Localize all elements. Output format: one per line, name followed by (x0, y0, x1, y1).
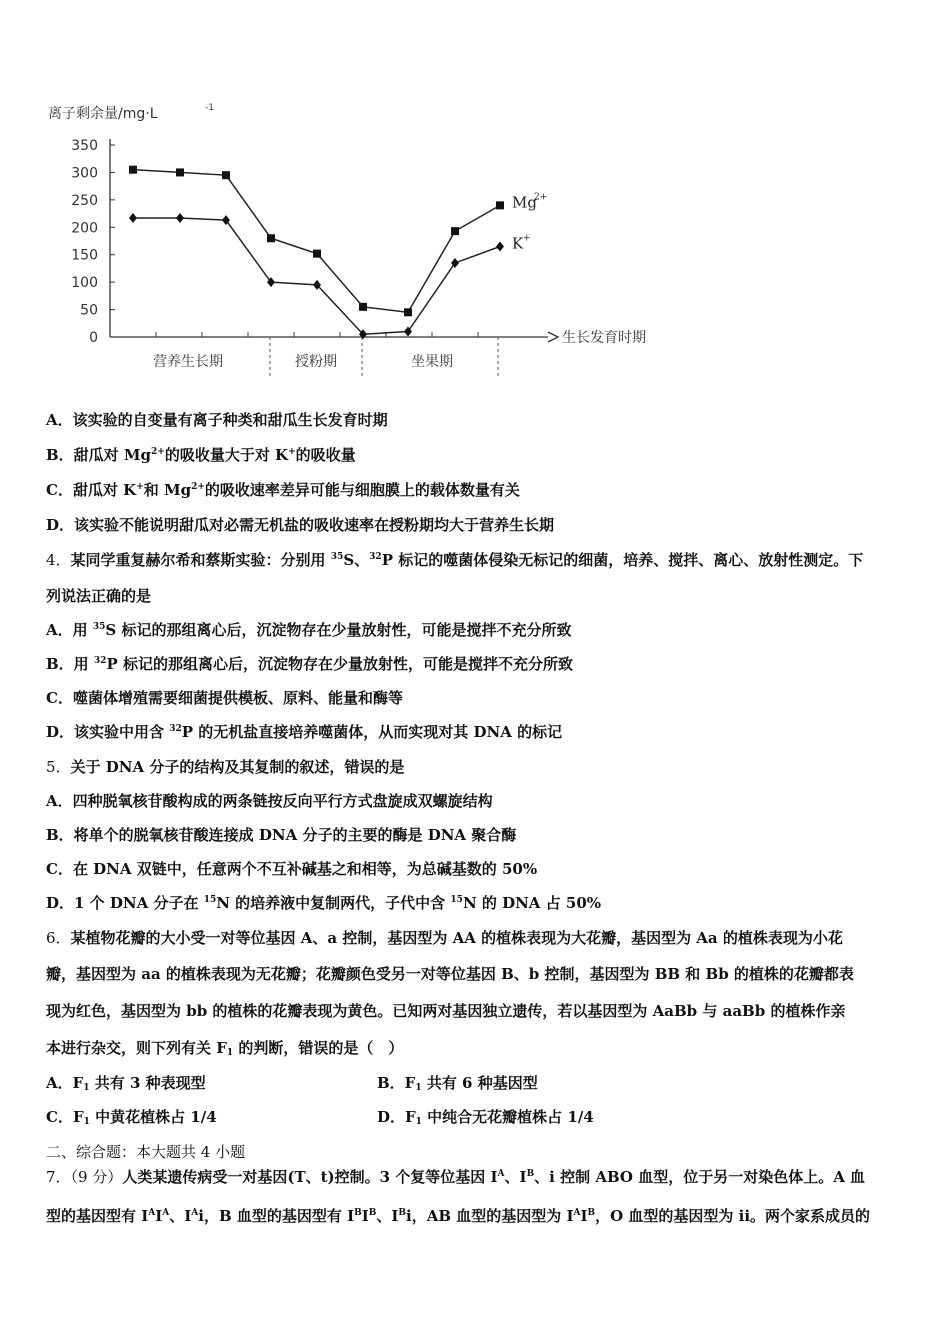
q6-stem-line2: 瓣，基因型为 aa 的植株表现为无花瓣；花瓣颜色受另一对等位基因 B、b 控制，基因型为 BB 和 Bb 的植株的花瓣都表 (46, 965, 854, 983)
mg-data-point (129, 166, 137, 174)
q6-stem-line1: 6．某植物花瓣的大小受一对等位基因 A、a 控制，基因型为 AA 的植株表现为大花瓣，基因型为 Aa 的植株表现为小花 (46, 929, 843, 947)
k-data-point (176, 213, 184, 223)
mg-legend-label: Mg (512, 193, 537, 212)
y-tick-label: 150 (71, 247, 98, 264)
q6-stem-line3: 现为红色，基因型为 bb 的植株的花瓣表现为黄色。已知两对基因独立遗传，若以基因型为 AaBb 与 aaBb 的植株作亲 (46, 1002, 846, 1020)
q6-option-c: C．$F_1$ 中黄花植株占 1/4 (46, 1108, 217, 1127)
q7-line2: 型的基因型有 $I^AI^A$、$I^Ai$，B 血型的基因型有 $I^BI^B$、$I^Bi$，AB 血型的基因型为 $I^AI^B$，O 血型的基因型为 ii。两个家系成员的 (46, 1207, 871, 1225)
period-label: 授粉期 (295, 354, 337, 370)
mg-series-line (133, 170, 500, 313)
q5-stem: 5．关于 DNA 分子的结构及其复制的叙述，错误的是 (46, 758, 405, 776)
y-tick-label: 250 (71, 192, 98, 209)
mg-legend-sup: 2+ (534, 192, 548, 203)
mg-data-point (496, 201, 504, 209)
k-legend-label: K (512, 234, 524, 253)
q3-option-d: D．该实验不能说明甜瓜对必需无机盐的吸收速率在授粉期均大于营养生长期 (46, 516, 555, 534)
q6-option-d: D．$F_1$ 中纯合无花瓣植株占 1/4 (377, 1108, 594, 1127)
y-axis-title: 离子剩余量/mg·L (48, 106, 158, 122)
q6-option-b: B．$F_1$ 共有 6 种基因型 (377, 1074, 538, 1093)
mg-data-point (359, 303, 367, 311)
q4-option-d: D．该实验中用含 $^{32}$P 的无机盐直接培养噬菌体，从而实现对其 DNA 的标记 (46, 723, 563, 741)
chart-labels (48, 103, 646, 370)
q4-option-b: B．用 $^{32}$P 标记的那组离心后，沉淀物存在少量放射性，可能是搅拌不充分所致 (46, 655, 573, 673)
mg-data-point (404, 308, 412, 316)
q6-option-a: A．$F_1$ 共有 3 种表现型 (46, 1074, 206, 1093)
k-series-line (133, 218, 500, 334)
k-data-point (129, 213, 137, 223)
mg-data-point (222, 171, 230, 179)
q4-option-c: C．噬菌体增殖需要细菌提供模板、原料、能量和酶等 (46, 689, 403, 707)
y-tick-label: 50 (80, 302, 98, 319)
mg-data-point (267, 234, 275, 242)
y-tick-label: 100 (71, 275, 98, 292)
k-legend-sup: + (523, 233, 531, 244)
y-axis-title-sup: -1 (205, 103, 214, 113)
mg-data-point (176, 168, 184, 176)
q3-option-c: C．甜瓜对 K+和 $Mg^{2+}$的吸收速率差异可能与细胞膜上的载体数量有关 (46, 481, 520, 499)
q7-line1: 7．（9 分）人类某遗传病受一对基因(T、t)控制。3 个复等位基因 $I^A$、$I^B$、i 控制 ABO 血型，位于另一对染色体上。A 血 (46, 1168, 866, 1186)
mg-data-point (451, 227, 459, 235)
q5-option-a: A．四种脱氧核苷酸构成的两条链按反向平行方式盘旋成双螺旋结构 (46, 792, 493, 810)
x-axis-title: 生长发育时期 (562, 330, 646, 346)
y-tick-label: 300 (71, 165, 98, 182)
y-tick-label: 200 (71, 220, 98, 237)
chart-series (129, 166, 504, 340)
y-axis-ticks (71, 138, 115, 346)
q4-option-a: A．用 $^{35}$S 标记的那组离心后，沉淀物存在少量放射性，可能是搅拌不充分所致 (46, 621, 572, 639)
mg-data-point (313, 250, 321, 258)
q3-option-b: B．甜瓜对 $Mg^{2+}$的吸收量大于对 K+的吸收量 (46, 446, 356, 464)
period-label: 营养生长期 (153, 354, 223, 370)
q4-stem-line2: 列说法正确的是 (46, 587, 152, 605)
y-tick-label: 350 (71, 138, 98, 154)
section-heading: 二、综合题：本大题共 4 小题 (46, 1143, 246, 1161)
x-axis-arrow (548, 332, 558, 342)
period-label: 坐果期 (411, 354, 453, 370)
q5-option-d: D．1 个 DNA 分子在 $^{15}$N 的培养液中复制两代，子代中含 $^{15}$N 的 DNA 占 50% (46, 894, 602, 912)
y-tick-label: 0 (89, 330, 98, 346)
q5-option-c: C．在 DNA 双链中，任意两个不互补碱基之和相等，为总碱基数的 50% (46, 860, 538, 878)
q5-option-b: B．将单个的脱氧核苷酸连接成 DNA 分子的主要的酶是 DNA 聚合酶 (46, 826, 517, 844)
q6-stem-line4: 本进行杂交，则下列有关 $F_1$ 的判断，错误的是（ ） (46, 1039, 404, 1058)
k-data-point (496, 241, 504, 251)
q4-stem-line1: 4．某同学重复赫尔希和蔡斯实验：分别用 $^{35}$S、$^{32}$P 标记的噬菌体侵染无标记的细菌，培养、搅拌、离心、放射性测定。下 (46, 551, 864, 569)
q3-option-a: A．该实验的自变量有离子种类和甜瓜生长发育时期 (46, 411, 388, 429)
ion-remaining-chart (40, 88, 740, 388)
